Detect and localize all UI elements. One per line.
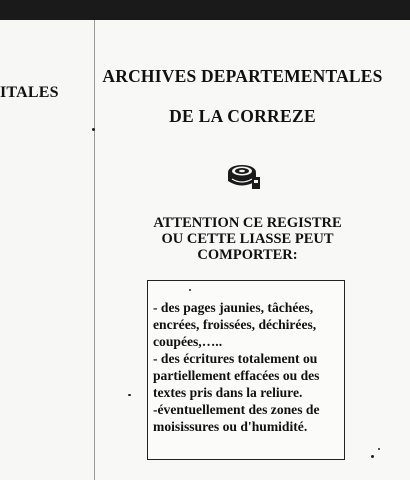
scan-speck	[189, 289, 191, 291]
notice-line: encrées, froissées, déchirées,	[153, 317, 317, 332]
archive-subtitle: DE LA CORREZE	[169, 106, 316, 126]
scan-top-band	[0, 0, 410, 20]
notice-line: -éventuellement des zones de	[153, 402, 320, 417]
notice-line: textes pris dans la reliure.	[153, 385, 303, 400]
left-page	[0, 20, 95, 480]
attention-line: COMPORTER:	[197, 247, 298, 263]
film-reel-icon	[226, 161, 262, 195]
left-page-title-fragment: ITALES	[0, 84, 59, 101]
notice-line: - des écritures totalement ou	[153, 351, 318, 366]
archive-title: ARCHIVES DEPARTEMENTALES	[102, 66, 383, 86]
notice-line: - des pages jaunies, tâchées,	[153, 300, 314, 315]
scan-speck	[371, 455, 374, 458]
right-page	[95, 20, 410, 480]
scan-speck	[128, 394, 131, 396]
notice-line: coupées,…..	[153, 334, 223, 349]
notice-line: moisissures ou d'humidité.	[153, 419, 308, 434]
notice-line: partiellement effacées ou des	[153, 368, 320, 383]
attention-line: ATTENTION CE REGISTRE	[153, 215, 342, 231]
scan-speck	[92, 128, 95, 131]
attention-line: OU CETTE LIASSE PEUT	[161, 231, 334, 247]
attention-heading	[95, 215, 400, 263]
scan-speck	[378, 448, 380, 450]
notice-text	[153, 299, 320, 435]
notice-box	[147, 280, 345, 460]
